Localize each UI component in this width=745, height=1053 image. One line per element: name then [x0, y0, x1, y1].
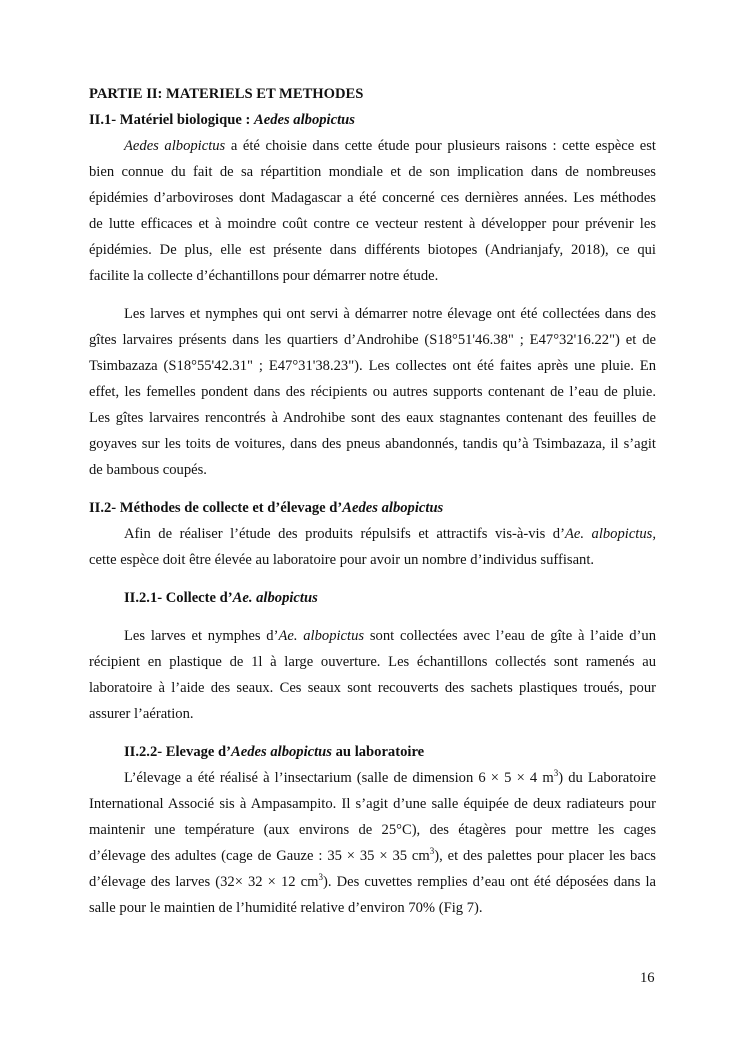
paragraph-collection-sites	[89, 301, 656, 483]
text-segment: Ae. albopictus	[278, 628, 365, 644]
text-line	[89, 649, 656, 675]
text-line	[89, 585, 656, 611]
text-segment: Aedes albopictus	[231, 744, 332, 760]
text-line	[89, 547, 656, 573]
text-segment: International Associé sis à Ampasampito. Il s’agit d’une salle équipée de deux radiateurs pour	[89, 796, 656, 812]
text-line	[89, 765, 656, 791]
paragraph-methods-intro	[89, 521, 656, 573]
paragraph-rearing	[89, 765, 656, 921]
text-segment: Les gîtes larvaires rencontrés à Androhibe sont des eaux stagnantes contenant des feuilles de	[89, 410, 656, 426]
text-segment: au laboratoire	[331, 744, 425, 760]
text-line	[89, 431, 656, 457]
text-segment: effet, les femelles pondent dans des récipients ou autres supports contenant de l’eau de pluie.	[89, 384, 656, 400]
text-segment: Aedes albopictus	[342, 500, 444, 516]
text-segment: ), et des palettes pour placer les bacs	[434, 848, 656, 864]
paragraph-species-choice	[89, 133, 656, 289]
text-line	[89, 405, 656, 431]
heading-ii22	[89, 739, 656, 765]
text-line	[89, 379, 656, 405]
heading-ii2	[89, 495, 656, 521]
text-line	[89, 107, 656, 133]
text-segment: L’élevage a été réalisé à l’insectarium (salle de dimension 6 × 5 × 4 m	[124, 770, 554, 786]
text-segment: Ae. albopictus,	[564, 526, 656, 542]
text-segment: PARTIE II: MATERIELS ET METHODES	[89, 86, 364, 102]
heading-ii21	[89, 585, 656, 611]
text-segment: salle pour le maintien de l’humidité relative d’environ 70% (Fig 7).	[89, 900, 483, 916]
text-segment: II.2.1- Collecte d’	[124, 590, 233, 606]
paragraph-collection	[89, 623, 656, 727]
text-line	[89, 263, 656, 289]
text-segment: gîtes larvaires présents dans les quartiers d’Androhibe (S18°51'46.38" ; E47°32'16.22") et de	[89, 332, 656, 348]
text-segment: épidémies. De plus, elle est présente dans différents biotopes (Andrianjafy, 2018), ce qui	[89, 242, 656, 258]
text-line	[89, 301, 656, 327]
text-segment: Les larves et nymphes d’	[124, 628, 279, 644]
document-page	[89, 81, 656, 921]
text-segment: de bambous coupés.	[89, 462, 207, 478]
text-line	[89, 739, 656, 765]
text-line	[89, 895, 656, 921]
section-title	[89, 81, 656, 107]
text-line	[89, 817, 656, 843]
text-segment: sont collectées avec l’eau de gîte à l’aide d’un	[364, 628, 656, 644]
text-segment: II.2.2- Elevage d’	[124, 744, 232, 760]
text-line	[89, 237, 656, 263]
text-line	[89, 457, 656, 483]
text-line	[89, 521, 656, 547]
text-segment: ) du Laboratoire	[558, 770, 656, 786]
text-segment: d’élevage des adultes (cage de Gauze : 35 × 35 × 35 cm	[89, 848, 430, 864]
text-segment: Les larves et nymphes qui ont servi à démarrer notre élevage ont été collectées dans des	[124, 306, 656, 322]
text-line	[89, 81, 656, 107]
text-segment: Aedes albopictus	[124, 138, 226, 154]
text-segment: Ae. albopictus	[232, 590, 318, 606]
text-segment: goyaves sur les toits de voitures, dans des pneus abandonnés, tandis qu’à Tsimbazaza, il s’agit	[89, 436, 656, 452]
text-segment: maintenir une température (aux environs de 25°C), des étagères pour mettre les cages	[89, 822, 656, 838]
text-line	[89, 843, 656, 869]
text-line	[89, 495, 656, 521]
text-segment: Aedes albopictus	[253, 112, 355, 128]
text-segment: II.2- Méthodes de collecte et d’élevage d’	[89, 500, 343, 516]
text-line	[89, 791, 656, 817]
text-segment: laboratoire à l’aide des seaux. Ces seaux sont recouverts des sachets plastiques troués, pour	[89, 680, 656, 696]
text-line	[89, 353, 656, 379]
text-segment: 3	[429, 846, 435, 856]
text-segment: 3	[553, 768, 559, 778]
text-line	[89, 869, 656, 895]
text-segment: de lutte efficaces et à moindre coût contre ce vecteur restent à développer pour prévenir les	[89, 216, 656, 232]
text-segment: ). Des cuvettes remplies d’eau ont été déposées dans la	[323, 874, 656, 890]
page-number: 16	[640, 970, 655, 986]
text-segment: II.1- Matériel biologique :	[89, 112, 254, 128]
text-line	[89, 701, 656, 727]
text-segment: cette espèce doit être élevée au laboratoire pour avoir un nombre d’individus suffisant.	[89, 552, 595, 568]
text-segment: a été choisie dans cette étude pour plusieurs raisons : cette espèce est	[225, 138, 656, 154]
text-line	[89, 327, 656, 353]
text-line	[89, 185, 656, 211]
text-line	[89, 675, 656, 701]
text-segment: Afin de réaliser l’étude des produits répulsifs et attractifs vis-à-vis d’	[124, 526, 565, 542]
text-segment: facilite la collecte d’échantillons pour démarrer notre étude.	[89, 268, 439, 284]
text-segment: d’élevage des larves (32× 32 × 12 cm	[89, 874, 319, 890]
text-segment: récipient en plastique de 1l à large ouverture. Les échantillons collectés sont ramenés au	[89, 654, 656, 670]
text-line	[89, 623, 656, 649]
text-line	[89, 159, 656, 185]
text-segment: Tsimbazaza (S18°55'42.31" ; E47°31'38.23"). Les collectes ont été faites après une pluie. En	[89, 358, 656, 374]
heading-ii1	[89, 107, 656, 133]
text-line	[89, 211, 656, 237]
text-segment: 3	[318, 872, 323, 882]
text-line	[89, 133, 656, 159]
text-segment: bien connue du fait de sa répartition mondiale et de son implication dans de nombreuses	[89, 164, 656, 180]
text-segment: épidémies d’arboviroses dont Madagascar a été concerné ces dernières années. Les méthodes	[89, 190, 656, 206]
text-segment: assurer l’aération.	[89, 706, 194, 722]
